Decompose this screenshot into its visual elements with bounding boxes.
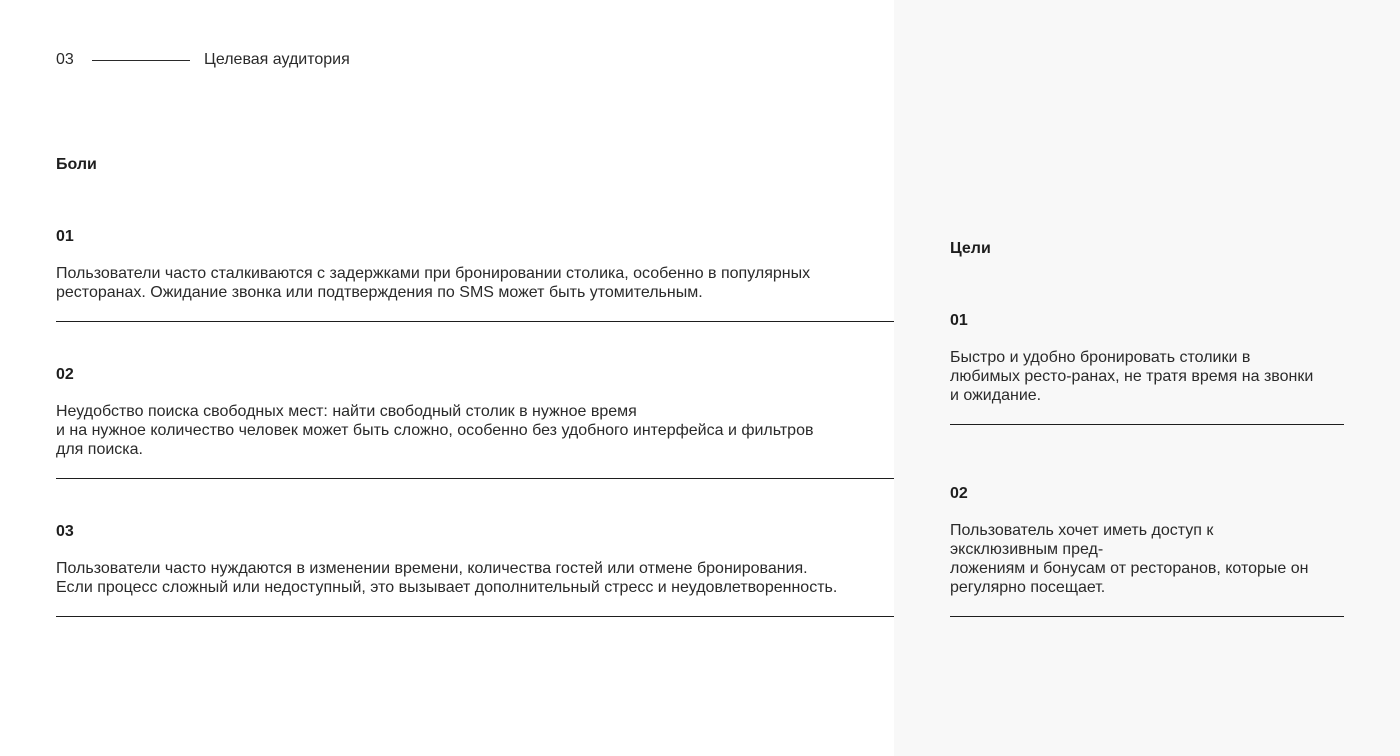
pain-item-text: Неудобство поиска свободных мест: найти свободный столик в нужное время и на нужное количество человек может быть сложно, особенно без удобного интерфейса и фильтров для поиска. [56,403,814,458]
pain-item-number: 01 [56,228,74,245]
pain-item-text: Пользователи часто сталкиваются с задержками при бронировании столика, особенно в популярных ресторанах. Ожидание звонка или подтверждения по SMS может быть утомительным. [56,265,811,301]
pain-item [56,522,894,617]
pain-item-text: Пользователи часто нуждаются в изменении времени, количества гостей или отмене бронирования. Если процесс сложный или недоступный, это вызывает дополнительный стресс и неудовлетворенность. [56,560,838,596]
goal-item [950,311,1344,425]
section-number: 03 [56,51,74,68]
goal-item-text: Быстро и удобно бронировать столики в любимых ресто-ранах, не тратя время на звонки и ожидание. [950,349,1314,404]
section-header [56,50,350,70]
pains-heading: Боли [56,156,97,173]
goal-item-text: Пользователь хочет иметь доступ к эксклюзивным пред- ложениям и бонусам от ресторанов, которые он регулярно посещает. [950,522,1309,596]
goal-item [950,484,1344,617]
pain-item-number: 02 [56,366,74,383]
goals-heading: Цели [950,240,991,257]
section-title: Целевая аудитория [204,51,350,68]
goal-item-number: 01 [950,312,968,329]
section-divider [92,60,190,61]
pain-item [56,365,894,479]
goal-item-number: 02 [950,485,968,502]
pain-item [56,227,894,322]
pain-item-number: 03 [56,523,74,540]
